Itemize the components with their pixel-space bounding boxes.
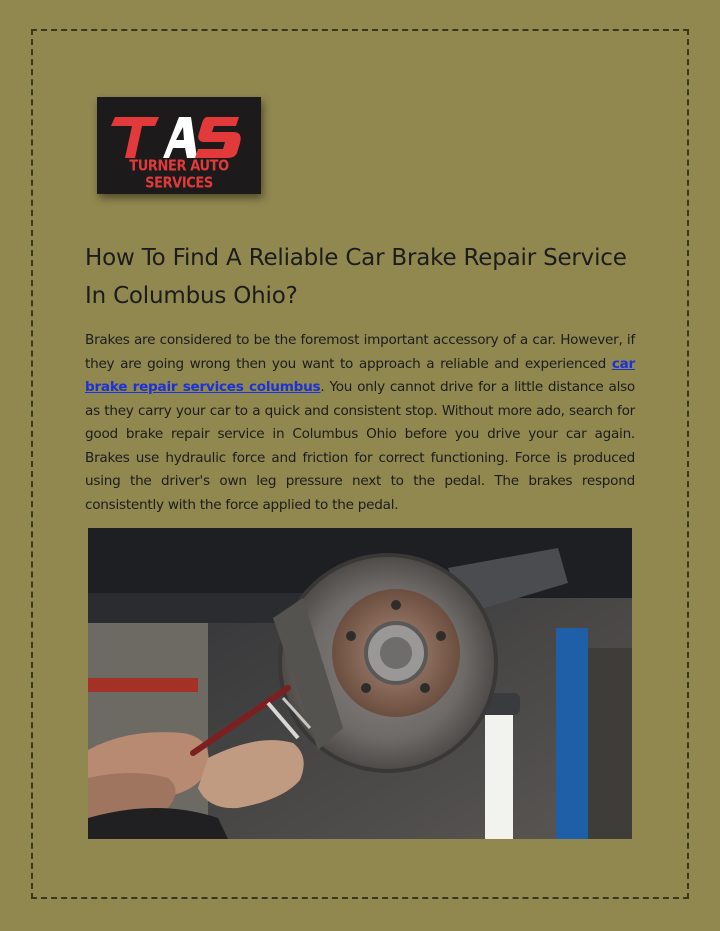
brake-repair-services-link[interactable]: car brake repair services columbus bbox=[85, 355, 635, 395]
paragraph-text-after-link: . You only cannot drive for a little distance also as they carry your car to a quick and consistent stop. Without more ado, search for good brake repair service in Columbus Ohio before you drive your car again. Brakes use hydraulic force and friction for correct functioning. Force is produced using the driver's own leg pressure next to the pedal. The brakes respond consistently with the force applied to the pedal. bbox=[85, 379, 635, 513]
company-logo bbox=[97, 97, 261, 194]
paragraph-text-before-link: Brakes are considered to be the foremost important accessory of a car. However, if they are going wrong then you want to approach a reliable and experienced bbox=[85, 332, 635, 372]
article-title: How To Find A Reliable Car Brake Repair Service In Columbus Ohio? bbox=[85, 245, 627, 309]
brake-disc-repair-photo bbox=[88, 528, 632, 839]
logo-company-name: TURNER AUTO SERVICES bbox=[129, 157, 229, 193]
article-paragraph bbox=[85, 329, 635, 517]
